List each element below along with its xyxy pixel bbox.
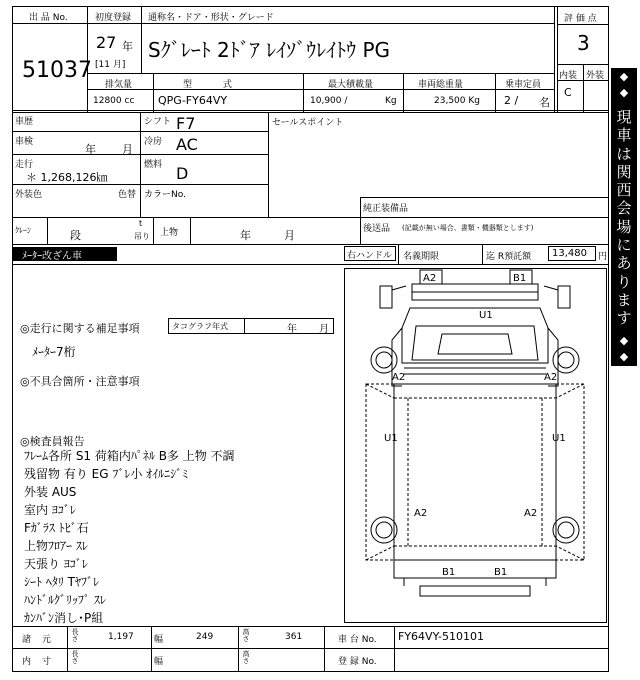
rear-bumper-shape	[420, 586, 530, 596]
first-reg-label: 初度登録	[95, 13, 132, 23]
sales-point-label: セールスポイント	[272, 118, 344, 128]
history-label: 車歴	[15, 117, 34, 127]
gross-weight-value: 23,500 Kg	[434, 96, 480, 106]
length-label: 長さ	[71, 628, 79, 642]
exterior-color-label: 外装色	[15, 190, 43, 200]
inspector-line: ﾊﾝﾄﾞﾙｸﾞﾘｯﾌﾟ ｽﾚ	[24, 593, 106, 607]
lift-month: 月	[284, 229, 295, 242]
mark-b1-rear-left: B1	[442, 567, 456, 578]
crane-stage: 段	[70, 229, 81, 242]
tacho-box	[168, 318, 334, 334]
fuel-value: D	[176, 164, 189, 183]
vehicle-name-label: 通称名・ドア・形状・グレード	[148, 13, 274, 23]
color-no-label: カラーNo.	[144, 190, 186, 200]
venue-notice-banner	[611, 68, 637, 366]
vehicle-name: Sｸﾞﾚｰﾄ 2ﾄﾞｱ ﾚｲｿﾞｳﾚｲﾄｳ PG	[148, 38, 391, 62]
inspector-title: ◎検査員報告	[20, 435, 85, 448]
lot-no-label: 出 品 No.	[29, 13, 68, 23]
chassis-label: 車 台 No.	[338, 635, 377, 645]
lift-year: 年	[240, 229, 251, 242]
mark-a2-mid-right: A2	[544, 372, 558, 383]
name-change-label: 名義期限	[403, 252, 440, 262]
model-value: QPG-FY64VY	[158, 94, 228, 107]
mark-a2-front-left: A2	[423, 273, 437, 284]
cargo-box-shape	[394, 384, 556, 560]
defects-title: ◎不具合箇所・注意事項	[20, 375, 140, 388]
exterior-label: 外装	[586, 71, 605, 81]
lot-no: 51037	[22, 58, 92, 83]
wheel-icon	[553, 517, 579, 543]
diamond-icon: ◆	[619, 334, 629, 347]
lift-label: 上物	[160, 228, 179, 238]
tacho-year: 年	[287, 324, 297, 335]
inspector-line: 天張り ﾖｺﾞﾚ	[24, 557, 88, 571]
tax-amount-box	[548, 246, 596, 261]
tax-unit: 円	[598, 252, 608, 262]
tax-label: 迄 R預託額	[486, 252, 532, 262]
meter-tamper-text: ﾒｰﾀｰ改ざん車	[22, 251, 82, 262]
wheel-icon	[371, 347, 397, 373]
wheel-icon	[553, 347, 579, 373]
ac-value: AC	[176, 135, 198, 154]
grade-value: 3	[577, 31, 590, 55]
inspector-line: 残留物 有り EG ﾌﾞﾚ小 ｵｲﾙﾆｼﾞﾐ	[24, 467, 189, 481]
diamond-icon: ◆	[619, 70, 629, 83]
length-value: 1,197	[108, 632, 134, 642]
tacho-label: タコグラフ年式	[172, 322, 228, 331]
tax-amount: 13,480	[552, 248, 587, 259]
truck-damage-diagram	[344, 268, 607, 623]
mark-u1-cab: U1	[479, 310, 493, 321]
crane-hang: 吊り	[134, 232, 150, 241]
inspector-line: ｼｰﾄ ﾍﾀﾘ Tﾔﾌﾞﾚ	[24, 575, 99, 589]
inspector-line: ﾌﾚｰﾑ各所 S1 荷箱内ﾊﾟﾈﾙ B多 上物 不調	[24, 449, 235, 463]
mirror-icon-left	[380, 286, 406, 308]
mileage-label: 走行	[15, 160, 34, 170]
inspector-line: ｶﾝﾊﾞﾝ消し･P組	[24, 611, 104, 625]
cab-shape	[402, 308, 548, 363]
chassis-value: FY64VY-510101	[398, 630, 484, 643]
displacement-label: 排気量	[105, 80, 133, 90]
shift-value: F7	[176, 114, 196, 133]
diamond-icon: ◆	[619, 86, 629, 99]
mark-b1-rear-right: B1	[494, 567, 508, 578]
wheel-icon	[371, 517, 397, 543]
mirror-icon-right	[544, 286, 570, 308]
inspection-year: 年	[85, 143, 96, 156]
first-reg-year: 27	[96, 33, 117, 52]
max-load-label: 最大積載量	[328, 80, 374, 90]
diamond-icon: ◆	[619, 350, 629, 363]
interior-height-label: 高さ	[242, 650, 250, 664]
color-change-label: 色替	[118, 190, 137, 200]
gross-weight-label: 車両総重量	[418, 80, 464, 90]
interior-label: 内装	[559, 71, 578, 81]
inspector-line: 上物ﾌﾛｱｰ ｽﾚ	[24, 539, 88, 553]
mark-a2-rear-right: A2	[524, 508, 538, 519]
mark-b1-front-right: B1	[513, 273, 527, 284]
grade-label: 評 価 点	[564, 14, 597, 24]
interior-dims-label: 内 寸	[22, 657, 55, 667]
right-handle-text: 右ハンドル	[347, 251, 393, 261]
first-reg-month: [11 月]	[95, 60, 126, 70]
accessories-label: 後送品	[363, 224, 391, 234]
registration-label: 登 録 No.	[338, 657, 377, 667]
shift-label: シフト	[144, 117, 172, 127]
capacity-value: 2 /	[504, 94, 519, 107]
mileage-value: ＊ 1,268,126㎞	[26, 171, 108, 184]
dims-label: 諸 元	[22, 635, 55, 645]
options-label: 純正装備品	[363, 204, 409, 214]
venue-notice-text: 現車は関西会場にあります	[616, 108, 632, 328]
mark-a2-rear-left: A2	[414, 508, 428, 519]
max-load-unit: Kg	[385, 96, 397, 106]
capacity-label: 乗車定員	[505, 80, 542, 90]
height-label: 高さ	[242, 628, 250, 642]
model-label: 型 式	[183, 80, 246, 90]
interior-width-label: 幅	[154, 657, 164, 667]
first-reg-year-unit: 年	[122, 40, 133, 53]
inspector-line: 外装 AUS	[24, 485, 77, 499]
mark-a2-mid-left: A2	[392, 372, 406, 383]
driving-remarks-title: ◎走行に関する補足事項	[20, 322, 140, 335]
interior-length-label: 長さ	[71, 650, 79, 664]
right-handle-box	[344, 246, 396, 261]
meter-tamper-badge	[13, 247, 117, 261]
mark-u1-left: U1	[384, 433, 398, 444]
crane-label: ｸﾚｰﾝ	[15, 226, 31, 235]
max-load-value: 10,900 /	[310, 96, 348, 106]
width-label: 幅	[154, 635, 164, 645]
tacho-month: 月	[319, 324, 329, 335]
accessories-note: (記載が無い場合、書類・機器類とします)	[402, 224, 534, 232]
interior-grade: C	[564, 86, 572, 99]
ac-label: 冷房	[144, 137, 163, 147]
inspector-line: 室内 ﾖｺﾞﾚ	[24, 503, 76, 517]
width-value: 249	[196, 632, 214, 642]
displacement-value: 12800 cc	[93, 96, 135, 106]
inspector-line: Fｶﾞﾗｽ ﾄﾋﾞ石	[24, 521, 89, 535]
fuel-label: 燃料	[144, 160, 163, 170]
inspection-label: 車検	[15, 137, 34, 147]
mark-u1-right: U1	[552, 433, 566, 444]
crane-ton: t	[139, 219, 143, 228]
height-value: 361	[285, 632, 303, 642]
meter-digits: ﾒｰﾀｰ7桁	[32, 345, 76, 359]
capacity-unit: 名	[539, 96, 550, 109]
inspection-month: 月	[122, 143, 133, 156]
